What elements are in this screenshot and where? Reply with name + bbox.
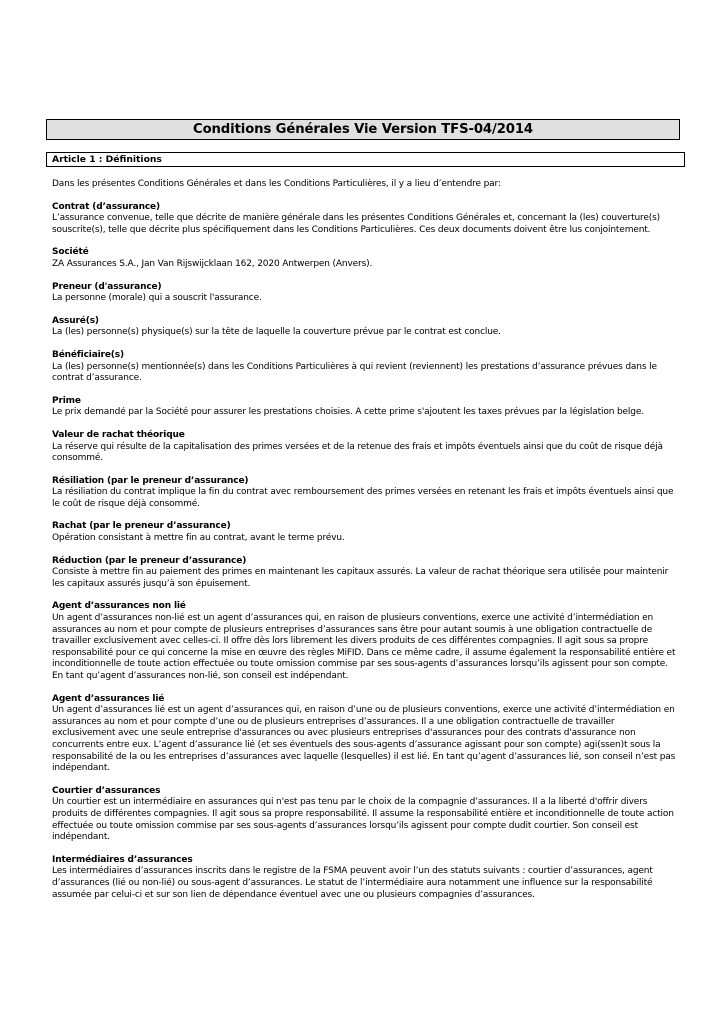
definition-term: Assuré(s) (52, 315, 99, 326)
definition-term: Bénéficiaire(s) (52, 349, 124, 360)
definition-section (52, 316, 677, 339)
definition-term: Résiliation (par le preneur d’assurance) (52, 475, 249, 486)
definition-term: Courtier d’assurances (52, 785, 161, 796)
definitions-content (52, 179, 677, 912)
definition-text: La personne (morale) qui a souscrit l'assurance. (52, 293, 262, 304)
definition-term: Société (52, 247, 89, 258)
definition-section (52, 247, 677, 270)
definition-text: Un courtier est un intermédiaire en assurances qui n'est pas tenu par le choix de la compagnie d’assurances. Il a la liberté d'offrir divers produits de différentes compagnies. Il agit sous sa propre responsabilité. Il assume la responsabilité entière et inconditionnelle de toute action effectuée ou toute omission commise par ses sous-agents d’assurances lorsqu’ils agissent pour compte dudit courtier. Son conseil est indépendant. (52, 797, 674, 843)
definition-section (52, 556, 677, 591)
definition-text: Un agent d’assurances lié est un agent d’assurances qui, en raison d’une ou de plusieurs conventions, exerce une activité d’intermédiation en assurances au nom et pour compte d’une ou de plusieurs entreprises d’assurances. Il a une obligation contractuelle de travailler exclusivement avec une seule entreprise d'assurances ou avec plusieurs entreprises d'assurances pour des contrats d'assurance non concurrents entre eux. L’agent d’assurance lié (et ses éventuels des sous-agents d’assurance agissant pour son compte) agi(ssen)t sous la responsabilité de la ou les entreprises d’assurances avec laquelle (lesquelles) il est lié. En tant qu’agent d’assurances lié, son conseil n’est pas indépendant. (52, 705, 676, 774)
definition-section (52, 521, 677, 544)
definition-section (52, 430, 677, 465)
definition-section (52, 694, 677, 775)
intro-text: Dans les présentes Conditions Générales et dans les Conditions Particulières, il y a lieu d’entendre par: (52, 179, 501, 189)
definition-text: La résiliation du contrat implique la fin du contrat avec remboursement des primes versées en retenant les frais et impôts éventuels ainsi que le coût de risque déjà consommé. (52, 487, 674, 509)
definition-text: La (les) personne(s) mentionnée(s) dans les Conditions Particulières à qui revient (reviennent) les prestations d’assurance prévues dans le contrat d’assurance. (52, 361, 657, 384)
definition-term: Preneur (d'assurance) (52, 281, 162, 292)
definition-text: ZA Assurances S.A., Jan Van Rijswijcklaan 162, 2020 Antwerpen (Anvers). (52, 258, 373, 269)
definition-term: Contrat (d’assurance) (52, 201, 160, 212)
definition-text: La (les) personne(s) physique(s) sur la tête de laquelle la couverture prévue par le contrat est conclue. (52, 327, 501, 338)
definitions-list (52, 202, 677, 902)
definition-section (52, 786, 677, 844)
definition-term: Rachat (par le preneur d’assurance) (52, 521, 231, 532)
definition-text: Un agent d’assurances non-lié est un agent d’assurances qui, en raison de plusieurs conventions, exerce une activité d’intermédiation en assurances au nom et pour compte de plusieurs entreprises d’assurances sans être pour autant soumis à une obligation contractuelle de travailler exclusivement avec celles-ci. Il offre dès lors librement les divers produits de ces différentes compagnies. Il agit sous sa propre responsabilité pour ce qui concerne la mise en œuvre des règles MiFID. Dans ce même cadre, il assume également la responsabilité entière et inconditionnelle de toute action effectuée ou toute omission commise par ses sous-agents d’assurances lorsqu’ils agissent pour son compte. En tant qu’agent d’assurances non-lié, son conseil est indépendant. (52, 613, 676, 681)
definition-term: Agent d’assurances lié (52, 693, 165, 704)
definition-section (52, 202, 677, 237)
definition-term: Intermédiaires d’assurances (52, 854, 193, 865)
definition-term: Réduction (par le preneur d’assurance) (52, 555, 247, 566)
definition-text: La réserve qui résulte de la capitalisation des primes versées et de la retenue des frais et impôts éventuels ainsi que du coût de risque déjà consommé. (52, 441, 663, 464)
definition-term: Agent d’assurances non lié (52, 601, 186, 612)
definition-term: Prime (52, 395, 81, 406)
definition-text: Le prix demandé par la Société pour assurer les prestations choisies. A cette prime s'ajoutent les taxes prévues par la législation belge. (52, 407, 644, 418)
definition-term: Valeur de rachat théorique (52, 429, 185, 440)
definition-text: Consiste à mettre fin au paiement des primes en maintenant les capitaux assurés. La valeur de rachat théorique sera utilisée pour maintenir les capitaux assurés jusqu’à son épuisement. (52, 567, 669, 589)
article-heading: Article 1 : Définitions (46, 152, 685, 167)
definition-text: Opération consistant à mettre fin au contrat, avant le terme prévu. (52, 533, 345, 544)
definition-section (52, 855, 677, 901)
definition-text: L’assurance convenue, telle que décrite de manière générale dans les présentes Conditions Générales et, concernant la (les) couverture(s) souscrite(s), telle que décrite plus spécifiquement dans les Conditions Particulières. Ces deux documents doivent être lus conjointement. (52, 213, 661, 235)
definition-section (52, 282, 677, 305)
document-title: Conditions Générales Vie Version TFS-04/2014 (46, 119, 680, 140)
definition-section (52, 601, 677, 682)
definition-section (52, 350, 677, 385)
definition-text: Les intermédiaires d’assurances inscrits dans le registre de la FSMA peuvent avoir l’un des statuts suivants : courtier d’assurances, agent d’assurances (lié ou non-lié) ou sous-agent d’assurances. Le statut de l’intermédiaire aura notamment une influence sur la responsabilité assumée par celui-ci et sur son lien de dépendance éventuel avec une ou plusieurs compagnies d’assurances. (52, 866, 653, 900)
definition-section (52, 396, 677, 419)
definition-section (52, 476, 677, 511)
